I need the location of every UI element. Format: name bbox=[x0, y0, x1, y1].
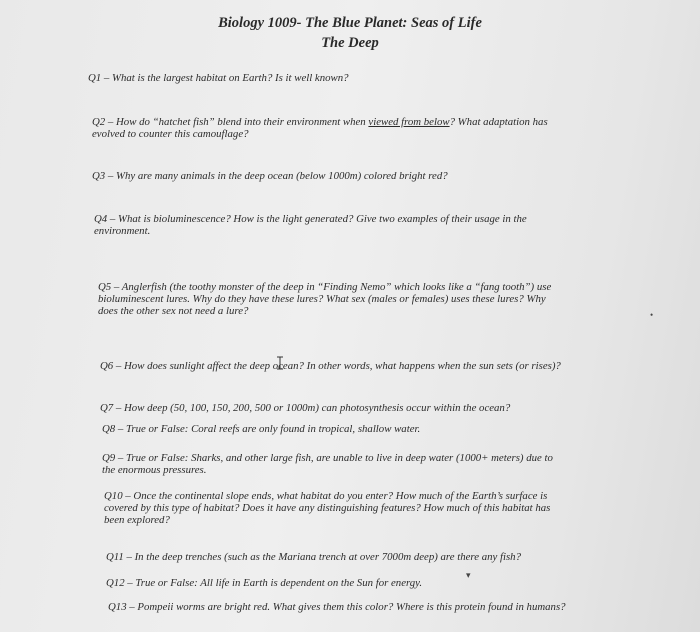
question-4: Q4 – What is bioluminescence? How is the light generated? Give two examples of their usage in the bbox=[94, 213, 527, 225]
text-cursor-icon bbox=[276, 356, 284, 370]
question-2-text-a: Q2 – How do “hatchet fish” blend into their environment when bbox=[92, 116, 369, 128]
worksheet-subtitle: The Deep bbox=[321, 35, 379, 51]
question-5-line-2: bioluminescent lures. Why do they have these lures? What sex (males or females) uses these lures? Why bbox=[98, 293, 546, 305]
question-4-line-2: environment. bbox=[94, 225, 151, 237]
question-12: Q12 – True or False: All life in Earth is dependent on the Sun for energy. bbox=[106, 577, 423, 589]
question-5-line-3: does the other sex not need a lure? bbox=[98, 305, 249, 317]
question-5: Q5 – Anglerfish (the toothy monster of the deep in “Finding Nemo” which looks like a “fang tooth”) use bbox=[98, 281, 552, 293]
question-13: Q13 – Pompeii worms are bright red. What gives them this color? Where is this protein found in humans? bbox=[108, 601, 566, 613]
stray-mark-dot-right: • bbox=[650, 310, 654, 320]
question-8: Q8 – True or False: Coral reefs are only found in tropical, shallow water. bbox=[102, 423, 421, 435]
question-9: Q9 – True or False: Sharks, and other large fish, are unable to live in deep water (1000+ meters) due to bbox=[102, 452, 553, 464]
question-1: Q1 – What is the largest habitat on Earth? Is it well known? bbox=[88, 72, 349, 84]
question-3: Q3 – Why are many animals in the deep ocean (below 1000m) colored bright red? bbox=[92, 170, 448, 182]
question-10: Q10 – Once the continental slope ends, what habitat do you enter? How much of the Earth’s surface is bbox=[104, 490, 548, 502]
worksheet-title: Biology 1009- The Blue Planet: Seas of Life bbox=[218, 15, 482, 31]
question-9-line-2: the enormous pressures. bbox=[102, 464, 207, 476]
question-2-line-2: evolved to counter this camouflage? bbox=[92, 128, 249, 140]
stray-mark-dot: ▾ bbox=[466, 570, 471, 580]
question-11: Q11 – In the deep trenches (such as the Mariana trench at over 7000m deep) are there any fish? bbox=[106, 551, 521, 563]
question-7: Q7 – How deep (50, 100, 150, 200, 500 or 1000m) can photosynthesis occur within the ocean? bbox=[100, 402, 511, 414]
question-2-text-b: ? What adaptation has bbox=[449, 116, 548, 128]
question-6: Q6 – How does sunlight affect the deep ocean? In other words, what happens when the sun sets (or rises)? bbox=[100, 360, 561, 372]
question-2-underlined: viewed from below bbox=[368, 116, 450, 128]
question-10-line-2: covered by this type of habitat? Does it have any distinguishing features? How much of this habitat has bbox=[104, 502, 551, 514]
question-10-line-3: been explored? bbox=[104, 514, 170, 526]
